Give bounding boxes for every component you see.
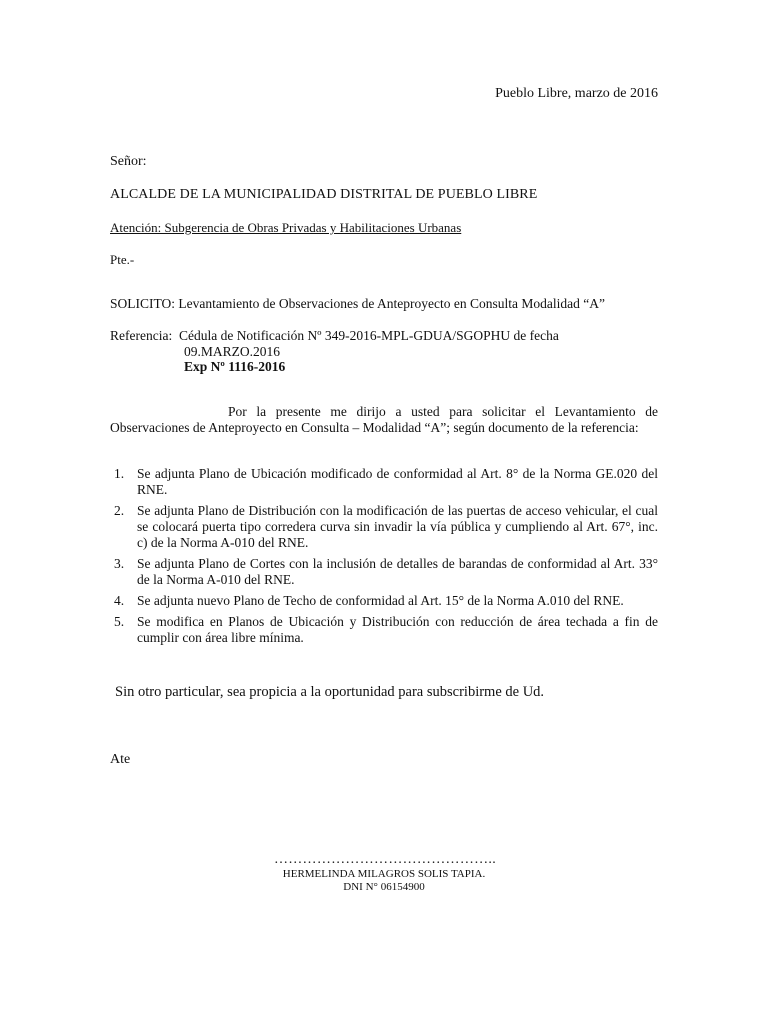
list-item-number: 4. bbox=[114, 593, 125, 608]
list-item bbox=[110, 593, 658, 609]
list-item-text: Se adjunta Plano de Ubicación modificado de conformidad al Art. 8° de la Norma GE.020 del RNE. bbox=[137, 466, 658, 497]
recipient: ALCALDE DE LA MUNICIPALIDAD DISTRITAL DE PUEBLO LIBRE bbox=[110, 187, 538, 202]
list-item-number: 5. bbox=[114, 614, 125, 629]
list-item bbox=[110, 503, 658, 551]
list-item-number: 2. bbox=[114, 503, 125, 518]
list-item-number: 1. bbox=[114, 466, 125, 481]
reference-date: 09.MARZO.2016 bbox=[184, 344, 281, 359]
list-item-text: Se adjunta nuevo Plano de Techo de conformidad al Art. 15° de la Norma A.010 del RNE. bbox=[137, 593, 624, 608]
reference-line: Referencia: Cédula de Notificación Nº 349-2016-MPL-GDUA/SGOPHU de fecha bbox=[110, 328, 559, 343]
attachments-list bbox=[110, 466, 658, 651]
list-item-number: 3. bbox=[114, 556, 125, 571]
place-date: Pueblo Libre, marzo de 2016 bbox=[495, 86, 658, 101]
sign-off: Ate bbox=[110, 752, 131, 767]
list-item-text: Se adjunta Plano de Distribución con la modificación de las puertas de acceso vehicular, el cual se colocará puerta tipo corredera curva sin invadir la vía pública y cumpliendo al Art. 67°, inc. c) de la Norma A-010 del RNE. bbox=[137, 503, 658, 550]
pte-line: Pte.- bbox=[110, 252, 135, 267]
list-item-text: Se adjunta Plano de Cortes con la inclusión de detalles de barandas de conformidad al Art. 33° de la Norma A-010 del RNE. bbox=[137, 556, 658, 587]
signature-line: ……………………………………….. bbox=[273, 852, 497, 867]
list-item-text: Se modifica en Planos de Ubicación y Distribución con reducción de área techada a fin de cumplir con área libre mínima. bbox=[137, 614, 658, 645]
signer-dni: DNI N° 06154900 bbox=[343, 881, 425, 893]
body-paragraph: Por la presente me dirijo a usted para solicitar el Levantamiento de Observaciones de Anteproyecto en Consulta – Modalidad “A”; según documento de la referencia: bbox=[110, 404, 658, 435]
closing-sentence: Sin otro particular, sea propicia a la oportunidad para subscribirme de Ud. bbox=[115, 684, 545, 700]
request-subject: SOLICITO: Levantamiento de Observaciones de Anteproyecto en Consulta Modalidad “A” bbox=[110, 296, 605, 311]
attention-line: Atención: Subgerencia de Obras Privadas y Habilitaciones Urbanas bbox=[110, 220, 462, 235]
list-item bbox=[110, 466, 658, 498]
list-item bbox=[110, 556, 658, 588]
expedient-number: Exp Nº 1116-2016 bbox=[184, 359, 286, 374]
list-item bbox=[110, 614, 658, 646]
signer-name: HERMELINDA MILAGROS SOLIS TAPIA. bbox=[282, 868, 486, 880]
salutation: Señor: bbox=[110, 154, 147, 169]
